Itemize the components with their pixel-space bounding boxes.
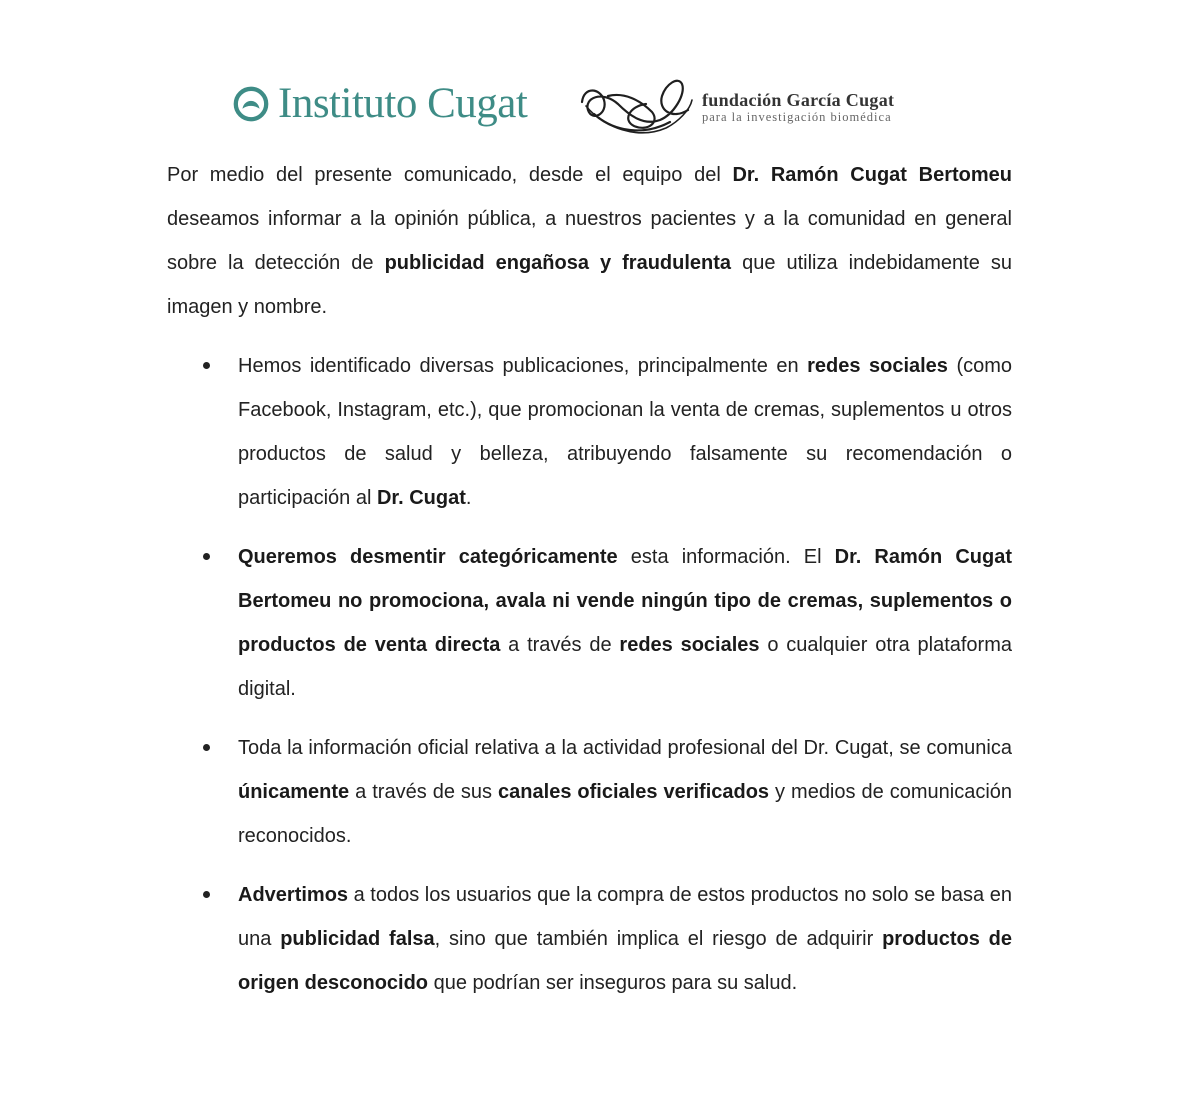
intro-text: Por medio del presente comunicado, desde el equipo del [167,164,733,186]
header [0,66,1179,156]
instituto-cugat-name: Instituto Cugat [278,80,528,127]
bullet-bold-text: únicamente [238,781,350,803]
bullet-bold-text: redes sociales [807,355,948,377]
bullet-item [167,873,1012,1005]
bullet-item [167,535,1012,711]
bullet-text: Toda la información oficial relativa a la actividad profesional del Dr. Cugat, se comunica [238,737,1012,759]
bullet-text: , sino que también implica el riesgo de adquirir [434,928,883,950]
bullet-dot-icon [203,553,210,560]
fundacion-tagline: para la investigación biomédica [702,110,892,125]
bullet-item [167,726,1012,858]
bullet-text: que podrían ser inseguros para su salud. [428,972,798,994]
bullet-text: Hemos identificado diversas publicaciones, principalmente en [238,355,808,377]
bullet-text: y medios de comunicación reconocidos. [238,781,1013,847]
bullet-text: a todos los usuarios que la compra de estos productos no solo se basa en una [238,884,1012,950]
bullet-text: a través de sus [349,781,499,803]
bullet-list [167,344,1012,1005]
intro-bold-text: Dr. Ramón Cugat Bertomeu [732,164,1012,186]
intro-text: que utiliza indebidamente su imagen y nombre. [167,252,1012,318]
bullet-bold-text: publicidad falsa [280,928,435,950]
instituto-cugat-emblem-icon [232,85,270,123]
bullet-bold-text: Dr. Ramón Cugat Bertomeu no promociona, avala ni vende ningún tipo de cremas, suplementos o productos de venta directa [238,546,1012,656]
bullet-bold-text: productos de origen desconocido [238,928,1013,994]
bullet-bold-text: Advertimos [238,884,349,906]
signature-scribble-icon [574,70,698,146]
bullet-bold-text: Queremos desmentir categóricamente [238,546,618,568]
bullet-text: o cualquier otra plataforma digital. [238,634,1013,700]
bullet-dot-icon [203,744,210,751]
bullet-text: a través de [500,634,620,656]
statement-body [167,153,1012,1020]
instituto-cugat-logo [232,82,527,125]
bullet-text: (como Facebook, Instagram, etc.), que promocionan la venta de cremas, suplementos u otros productos de salud y belleza, atribuyendo falsamente su recomendación o participación al [238,355,1013,509]
bullet-dot-icon [203,891,210,898]
bullet-bold-text: canales oficiales verificados [498,781,770,803]
bullet-text: . [465,487,472,509]
bullet-text: esta información. El [617,546,835,568]
intro-text: deseamos informar a la opinión pública, a nuestros pacientes y a la comunidad en general sobre la detección de [167,208,1012,274]
bullet-dot-icon [203,362,210,369]
fundacion-name: fundación García Cugat [702,89,895,110]
bullet-bold-text: Dr. Cugat [376,487,466,509]
intro-bold-text: publicidad engañosa y fraudulenta [384,252,732,274]
intro-paragraph [167,153,1012,329]
bullet-item [167,344,1012,520]
bullet-bold-text: redes sociales [619,634,760,656]
fundacion-garcia-cugat-logo [574,70,894,146]
